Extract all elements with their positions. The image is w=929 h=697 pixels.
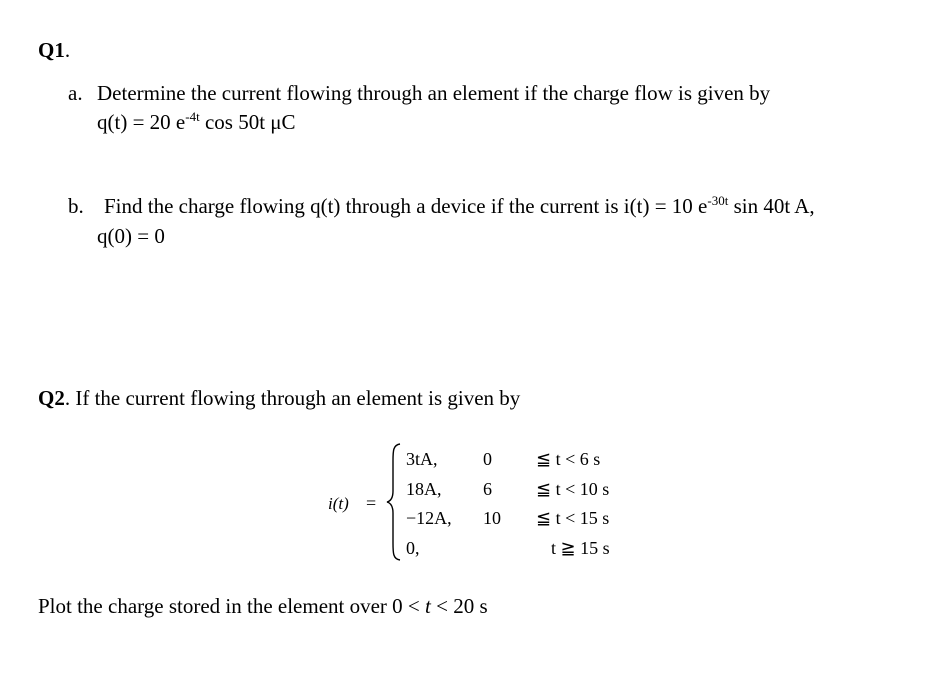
q1a-expr-prefix: q(t) = 20 e	[97, 110, 186, 134]
case-2-lower-bound: 6	[483, 479, 492, 499]
q1-dot: .	[64, 38, 71, 62]
q1a-question-text: Determine the current flowing through an element if the charge flow is given by	[97, 81, 771, 105]
case-2-condition: ≦ t < 10 s	[536, 479, 610, 499]
case-1-lower-bound: 0	[483, 449, 492, 469]
q2-text: . If the current flowing through an element is given by	[64, 386, 521, 410]
function-label: i(t)	[328, 494, 349, 513]
case-4-condition: t ≧ 15 s	[551, 538, 610, 558]
case-1-condition: ≦ t < 6 s	[536, 449, 601, 469]
case-3-condition: ≦ t < 15 s	[536, 508, 610, 528]
plot-instruction	[38, 594, 488, 619]
case-2-expression: 18A,	[406, 479, 442, 499]
plot-text-suffix: < 20 s	[430, 594, 488, 618]
q1a-expr-exponent: -4t	[185, 109, 200, 124]
plot-text-prefix: Plot the charge stored in the element over 0 <	[38, 594, 426, 618]
left-brace-icon	[386, 443, 402, 561]
case-3-expression: −12A,	[406, 508, 452, 528]
case-4-expression: 0,	[406, 538, 420, 558]
q1a-marker: a.	[68, 81, 83, 105]
q1-label: Q1	[38, 38, 65, 62]
q1b-text-prefix: Find the charge flowing q(t) through a device if the current is i(t) = 10 e	[104, 194, 708, 218]
case-3-lower-bound: 10	[483, 508, 501, 528]
plot-text-variable: t	[425, 594, 431, 618]
q1b-text-suffix: sin 40t A,	[728, 194, 815, 218]
function-equals: =	[366, 493, 377, 513]
case-1-expression: 3tA,	[406, 449, 438, 469]
q1a-expr-suffix: cos 50t μC	[199, 110, 296, 134]
q2-label: Q2	[38, 386, 65, 410]
q1b-marker: b.	[68, 194, 84, 218]
q1b-initial-condition: q(0) = 0	[97, 224, 165, 248]
q1b-text-exponent: -30t	[707, 193, 729, 208]
